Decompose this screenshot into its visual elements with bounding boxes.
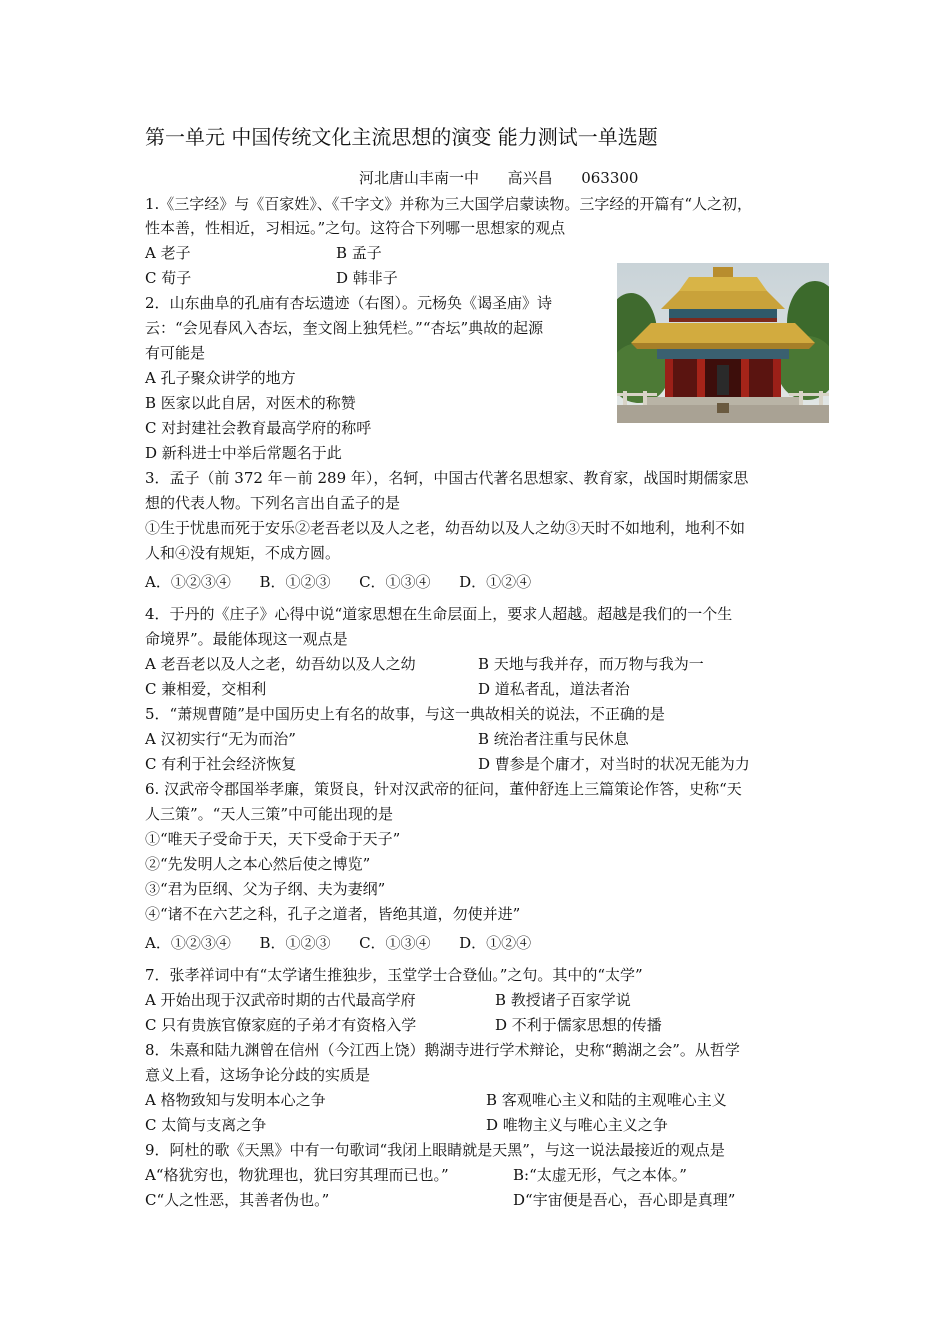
document-title: 第一单元 中国传统文化主流思想的演变 能力测试一单选题 xyxy=(145,125,658,149)
q2-option-b: B 医家以此自居，对医术的称赞 xyxy=(145,394,356,412)
q7-line-1: 7．张孝祥词中有“太学诸生推独步，玉堂学士合登仙。”之句。其中的“太学” xyxy=(145,966,643,984)
q6-line-1: 6. 汉武帝令郡国举孝廉，策贤良，针对汉武帝的征问，董仲舒连上三篇策论作答，史称“天 xyxy=(145,780,742,798)
q7-option-c: C 只有贵族官僚家庭的子弟才有资格入学 xyxy=(145,1016,417,1034)
q5-option-d: D 曹参是个庸才，对当时的状况无能为力 xyxy=(478,755,750,773)
q2-line-1: 2．山东曲阜的孔庙有杏坛遗迹（右图）。元杨奂《谒圣庙》诗 xyxy=(145,294,553,312)
q2-option-d: D 新科进士中举后常题名于此 xyxy=(145,444,342,462)
q6-statement-1: ①“唯天子受命于天，天下受命于天子” xyxy=(145,830,401,848)
q6-statement-2: ②“先发明人之本心然后使之博览” xyxy=(145,855,371,873)
q6-statement-3: ③“君为臣纲、父为子纲、夫为妻纲” xyxy=(145,880,386,898)
q4-option-d: D 道私者乱，道法者治 xyxy=(478,680,630,698)
q5-option-b: B 统治者注重与民休息 xyxy=(478,730,629,748)
q9-option-b: B:“太虚无形，气之本体。” xyxy=(513,1166,687,1184)
q8-line-1: 8．朱熹和陆九渊曾在信州（今江西上饶）鹅湖寺进行学术辩论，史称“鹅湖之会”。从哲学 xyxy=(145,1041,740,1059)
q4-option-c: C 兼相爱，交相利 xyxy=(145,680,267,698)
q3-line-3: ①生于忧患而死于安乐②老吾老以及人之老，幼吾幼以及人之幼③天时不如地利，地利不如 xyxy=(145,519,746,537)
q7-option-d: D 不利于儒家思想的传播 xyxy=(495,1016,662,1034)
q5-line-1: 5．“萧规曹随”是中国历史上有名的故事，与这一典故相关的说法，不正确的是 xyxy=(145,705,665,723)
q1-option-a: A 老子 xyxy=(145,244,191,262)
q9-option-c: C“人之性恶，其善者伪也。” xyxy=(145,1191,330,1209)
q3-line-1: 3．孟子（前 372 年－前 289 年），名轲，中国古代著名思想家、教育家，战国时期儒家思 xyxy=(145,469,749,487)
xingtan-pavilion-photo xyxy=(617,263,829,423)
q8-option-c: C 太简与支离之争 xyxy=(145,1116,267,1134)
q1-option-c: C 荀子 xyxy=(145,269,192,287)
q1-option-b: B 孟子 xyxy=(336,244,382,262)
q1-line-2: 性本善，性相近，习相远。”之句。这符合下列哪一思想家的观点 xyxy=(145,219,566,237)
q7-option-a: A 开始出现于汉武帝时期的古代最高学府 xyxy=(145,991,416,1009)
q8-option-b: B 客观唯心主义和陆的主观唯心主义 xyxy=(486,1091,727,1109)
q3-line-2: 想的代表人物。下列名言出自孟子的是 xyxy=(145,494,401,512)
q8-option-a: A 格物致知与发明本心之争 xyxy=(145,1091,326,1109)
q6-statement-4: ④“诸不在六艺之科，孔子之道者，皆绝其道，勿使并进” xyxy=(145,905,521,923)
q9-option-d: D“宇宙便是吾心，吾心即是真理” xyxy=(513,1191,736,1209)
q2-option-a: A 孔子聚众讲学的地方 xyxy=(145,369,296,387)
q4-line-1: 4．于丹的《庄子》心得中说“道家思想在生命层面上，要求人超越。超越是我们的一个生 xyxy=(145,605,733,623)
q5-option-c: C 有利于社会经济恢复 xyxy=(145,755,297,773)
q4-line-2: 命境界”。最能体现这一观点是 xyxy=(145,630,348,648)
q4-option-a: A 老吾老以及人之老，幼吾幼以及人之幼 xyxy=(145,655,416,673)
q3-line-4: 人和④没有规矩，不成方圆。 xyxy=(145,544,341,562)
q8-option-d: D 唯物主义与唯心主义之争 xyxy=(486,1116,668,1134)
q5-option-a: A 汉初实行“无为而治” xyxy=(145,730,296,748)
q2-line-3: 有可能是 xyxy=(145,344,206,362)
q2-option-c: C 对封建社会教育最高学府的称呼 xyxy=(145,419,372,437)
q6-line-2: 人三策”。“天人三策”中可能出现的是 xyxy=(145,805,394,823)
author-line: 河北唐山丰南一中 高兴昌 063300 xyxy=(359,169,639,187)
q4-option-b: B 天地与我并存，而万物与我为一 xyxy=(478,655,704,673)
q1-line-1: 1.《三字经》与《百家姓》、《千字文》并称为三大国学启蒙读物。三字经的开篇有“人之初， xyxy=(145,195,752,213)
q1-option-d: D 韩非子 xyxy=(336,269,398,287)
q9-line-1: 9．阿杜的歌《天黑》中有一句歌词“我闭上眼睛就是天黑”，与这一说法最接近的观点是 xyxy=(145,1141,725,1159)
q3-options: A．①②③④ B．①②③ C．①③④ D．①②④ xyxy=(145,573,532,591)
q2-line-2: 云：“会见春风入杏坛，奎文阁上独凭栏。”“杏坛”典故的起源 xyxy=(145,319,544,337)
q9-option-a: A“格犹穷也，物犹理也，犹曰穷其理而已也。” xyxy=(145,1166,449,1184)
q7-option-b: B 教授诸子百家学说 xyxy=(495,991,631,1009)
q6-options: A．①②③④ B．①②③ C．①③④ D．①②④ xyxy=(145,934,532,952)
q8-line-2: 意义上看，这场争论分歧的实质是 xyxy=(145,1066,371,1084)
